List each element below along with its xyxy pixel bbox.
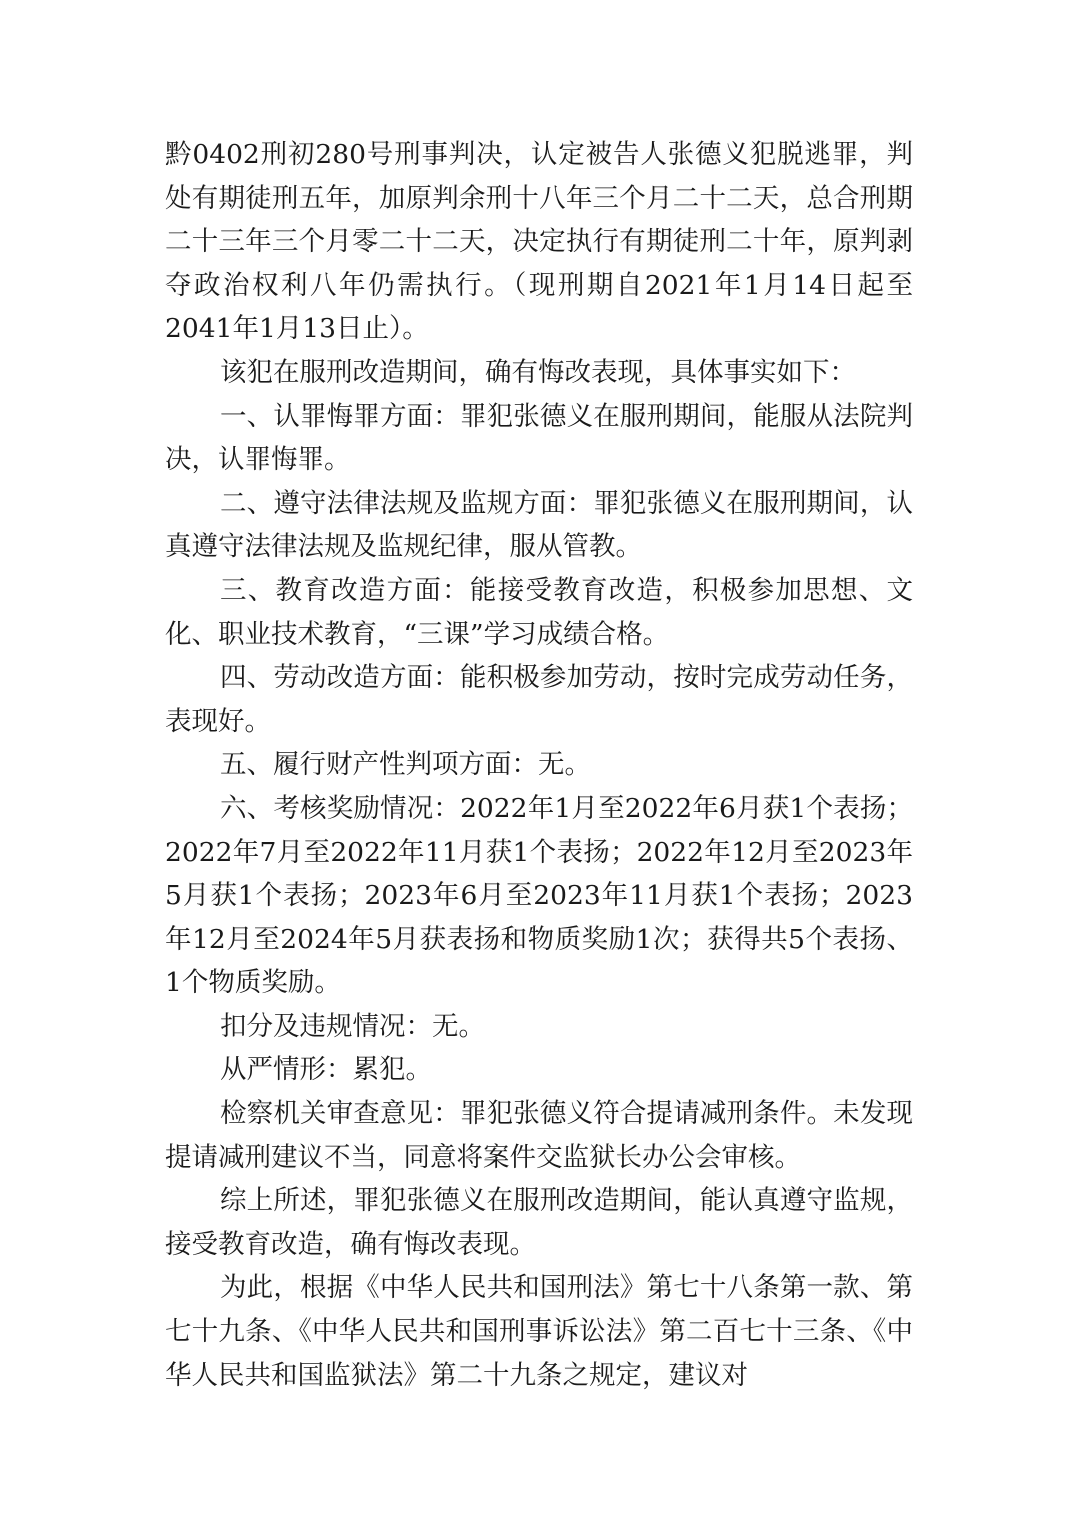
paragraph-labor: 四、劳动改造方面：能积极参加劳动，按时完成劳动任务，表现好。 — [165, 662, 913, 737]
paragraph-judgment: 黔0402刑初280号刑事判决，认定被告人张德义犯脱逃罪，判处有期徒刑五年，加原判余刑十八年三个月二十二天，总合刑期二十三年三个月零二十二天，决定执行有期徒刑二十年，原判剥夺政治权利八年仍需执行。（现刑期自2021年1月14日起至2041年1月13日止）。 — [165, 139, 913, 345]
paragraph-intro: 该犯在服刑改造期间，确有悔改表现，具体事实如下： — [220, 356, 856, 388]
paragraph-procuratorate: 检察机关审查意见：罪犯张德义符合提请减刑条件。未发现提请减刑建议不当，同意将案件交监狱长办公会审核。 — [165, 1098, 913, 1173]
paragraph-education: 三、教育改造方面：能接受教育改造，积极参加思想、文化、职业技术教育，“三课”学习成绩合格。 — [165, 574, 913, 650]
paragraph-legal-basis: 为此，根据《中华人民共和国刑法》第七十八条第一款、第七十九条、《中华人民共和国刑事诉讼法》第二百七十三条、《中华人民共和国监狱法》第二十九条之规定，建议对 — [165, 1272, 913, 1391]
paragraph-obey-rules: 二、遵守法律法规及监规方面：罪犯张德义在服刑期间，认真遵守法律法规及监规纪律，服从管教。 — [165, 487, 913, 563]
paragraph-admit-guilt: 一、认罪悔罪方面：罪犯张德义在服刑期间，能服从法院判决，认罪悔罪。 — [165, 400, 913, 476]
paragraph-rewards: 六、考核奖励情况：2022年1月至2022年6月获1个表扬；2022年7月至2022年11月获1个表扬；2022年12月至2023年5月获1个表扬；2023年6月至2023年11月获1个表扬；2023年12月至2024年5月获表扬和物质奖励1次；获得共5个表扬、1个物质奖励。 — [165, 792, 913, 999]
paragraph-property: 五、履行财产性判项方面：无。 — [220, 749, 591, 781]
paragraph-deductions: 扣分及违规情况：无。 — [220, 1010, 485, 1042]
paragraph-summary: 综上所述，罪犯张德义在服刑改造期间，能认真遵守监规，接受教育改造，确有悔改表现。 — [165, 1185, 913, 1260]
document-page — [165, 133, 913, 1397]
paragraph-strict: 从严情形：累犯。 — [220, 1054, 432, 1086]
